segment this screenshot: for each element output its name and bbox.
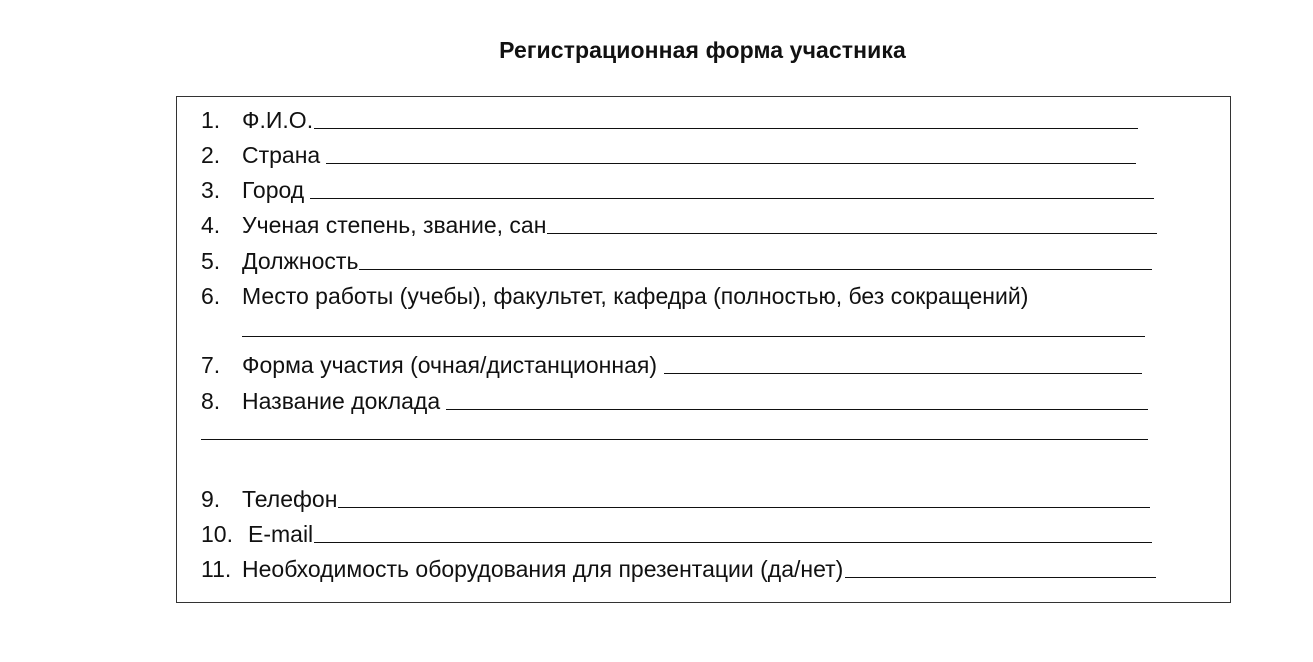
form-item-degree xyxy=(201,209,1157,239)
form-item-phone xyxy=(201,483,1150,513)
form-item-email xyxy=(201,518,1152,548)
item-number: 4. xyxy=(201,212,221,238)
item-number: 5. xyxy=(201,248,221,274)
fill-in-line-participation[interactable] xyxy=(664,373,1142,374)
form-item-participation xyxy=(201,349,1142,379)
form-item-country xyxy=(201,139,1136,169)
item-number: 9. xyxy=(201,486,221,512)
fill-in-line-city[interactable] xyxy=(310,198,1154,199)
item-label: Ученая степень, звание, сан xyxy=(242,212,547,238)
item-label: Страна xyxy=(242,142,321,168)
form-item-report-title xyxy=(201,385,1148,415)
item-label: Должность xyxy=(242,248,359,274)
fill-in-line-workplace[interactable] xyxy=(242,336,1145,337)
item-number: 6. xyxy=(201,283,221,309)
form-item-name xyxy=(201,104,1138,134)
form-title: Регистрационная форма участника xyxy=(499,37,906,63)
fill-in-line-position[interactable] xyxy=(359,269,1152,270)
item-number: 7. xyxy=(201,352,221,378)
item-number: 2. xyxy=(201,142,221,168)
fill-in-line-country[interactable] xyxy=(326,163,1136,164)
fill-in-line-name[interactable] xyxy=(314,128,1138,129)
fill-in-line-equipment[interactable] xyxy=(845,577,1156,578)
form-item-city xyxy=(201,174,1154,204)
fill-in-line-report-title-continued[interactable] xyxy=(201,439,1148,440)
item-number: 8. xyxy=(201,388,221,414)
item-number: 1. xyxy=(201,107,221,133)
item-label: Ф.И.О. xyxy=(242,107,314,133)
item-number: 11. xyxy=(201,556,232,582)
fill-in-line-report-title[interactable] xyxy=(446,409,1148,410)
item-label: Телефон xyxy=(242,486,338,512)
fill-in-line-degree[interactable] xyxy=(547,233,1157,234)
item-label: Место работы (учебы), факультет, кафедра (полностью, без сокращений) xyxy=(242,283,1029,309)
form-item-equipment xyxy=(201,553,1156,583)
item-label: Форма участия (очная/дистанционная) xyxy=(242,352,657,378)
item-number: 10. xyxy=(201,521,233,547)
item-label: Город xyxy=(242,177,305,203)
form-item-workplace xyxy=(201,280,1161,310)
item-label: Название доклада xyxy=(242,388,441,414)
fill-in-line-email[interactable] xyxy=(314,542,1152,543)
item-label: E-mail xyxy=(248,521,314,547)
fill-in-line-phone[interactable] xyxy=(338,507,1150,508)
item-number: 3. xyxy=(201,177,221,203)
item-label: Необходимость оборудования для презентации (да/нет) xyxy=(242,556,844,582)
form-item-position xyxy=(201,245,1152,275)
